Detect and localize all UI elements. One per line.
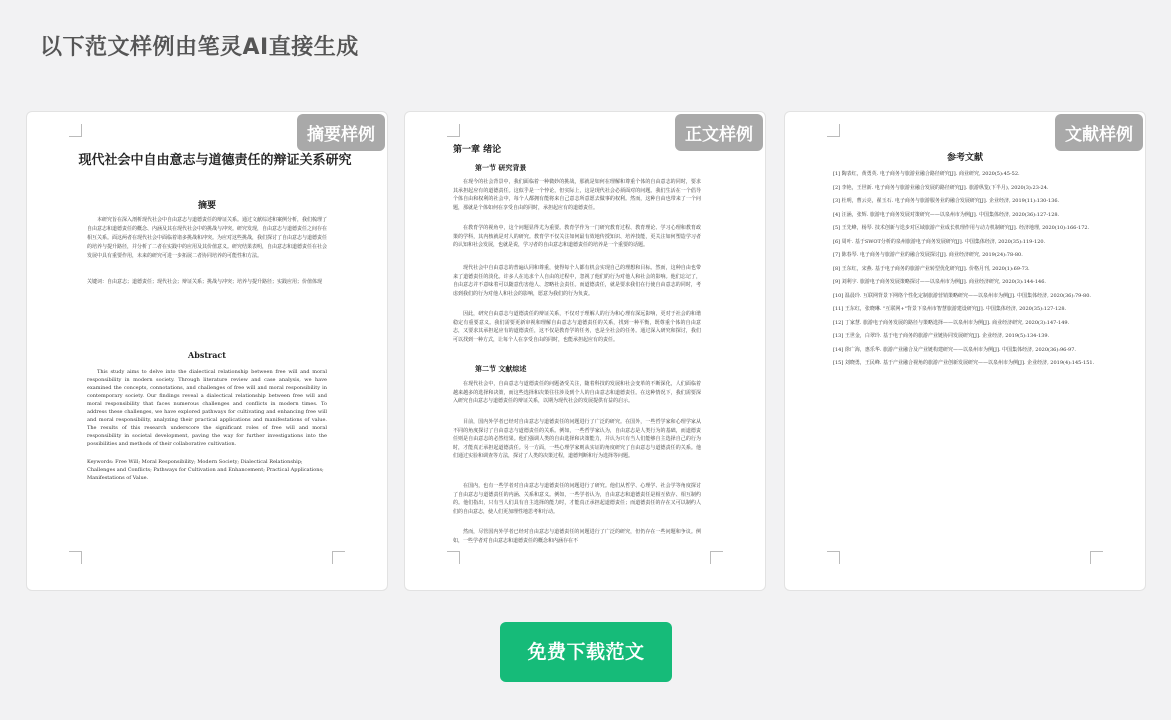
body-paragraph: 然而，尽管国内外学者已经对自由意志与道德责任的问题进行了广泛的研究，但仍存在一些问题和争议。例如，一些学者对自由意志和道德责任的概念和内涵存在不	[453, 529, 701, 544]
abstract-heading-cn: 摘要	[197, 201, 216, 211]
free-download-button[interactable]: 免费下载范文	[500, 622, 672, 682]
crop-mark	[447, 551, 460, 564]
reference-item: [4] 汪涵，张辉. 旅游电子商务发展对策研究——以泉州市为例[J]. 中国集体经济, 2020(36):127-128.	[833, 211, 1060, 218]
abstract-text-cn: 本研究旨在深入剖析现代社会中自由意志与道德责任的辩证关系。通过文献综述和案例分析，我们梳理了自由意志和道德责任的概念、内涵及其在现代社会中的挑战与冲突。研究发现，自由意志与道德责任之间存在相互关系。面这两者在现代社会中面临着诸多挑战和冲突。为应对这些挑战，我们探讨了自由意志与道德责任的培养与提升路径，并分析了二者在实践中的应用及其价值意义。研究结果表明，自由意志和道德责任在社会发展中具有重要作用，未来的研究可进一步拓展二者协同培养的可能性和方法。	[87, 217, 328, 259]
reference-item: [12] 丁家慧. 旅游电子商务发展的路径与策略选择——以泉州市为例[J]. 商业经济研究, 2020(3):147-149.	[833, 319, 1070, 326]
body-paragraph: 在国内，也有一些学者对自由意志与道德责任的问题进行了研究。他们从哲学、心理学、社会学等角度探讨了自由意志与道德责任的内涵、关系和意义。例如，一些学者认为，自由意志和道德责任是相互依存、相互制约的。他们指出，只有当人们具有自主选择的能力时，才能真正承担起道德责任；而道德责任的存在又可以制约人们的自由意志，使人们更加理性地思考和行动。	[453, 483, 701, 515]
crop-mark	[1090, 551, 1103, 564]
reference-item: [1] 陶表红，黄勇英. 电子商务与旅游业融合路径研究[J]. 商业研究, 2020(5):45-52.	[833, 171, 1020, 177]
reference-item: [2] 李艳，王世新. 电子商务与旅游业融合发展的路径研究[J]. 旅游纵览(下半月), 2020(3):23-24.	[833, 184, 1049, 191]
abstract-text-en: This study aims to delve into the dialectical relationship between free will and moral responsibility in modern society. Through literature review and case analysis, we have examined the concepts, connotations, and challenges of free will and moral responsibility in contemporary society. Our findings reveal a dialectical relationship between free will and moral responsibility that faces numerous challenges and conflicts in modern times. To address these challenges, we have explored pathways for cultivating and enhancing free will and moral responsibility, analyzing their practical applications and manifestations of value. The results of this research underscore the significant roles of free will and moral responsibility in societal development, paving the way for further investigations into the possibilities and methods of their collaborative cultivation.	[87, 369, 327, 447]
references-sample-tag: 文献样例	[1055, 114, 1143, 151]
reference-item: [6] 周叶. 基于SWOT分析的泉州旅游电子商务发展研究[J]. 中国集体经济, 2020(35):119-120.	[833, 238, 1046, 245]
chapter-heading: 第一章 绪论	[453, 145, 502, 155]
crop-mark	[827, 124, 840, 137]
reference-list	[825, 170, 1111, 373]
reference-item: [15] 刘晓勇，王民峰. 基于产业融合视角的旅游产业创新发展研究——以泉州市为例[J]. 企业经济, 2019(4):145-151.	[833, 360, 1095, 366]
abstract-sample-card[interactable]	[26, 111, 388, 591]
body-paragraph: 因此，研究自由意志与道德责任的辩证关系，不仅对于理解人的行为和心理有深远影响，更对于社会的和谐稳定有重要意义。我们需要更新审视和理解自由意志与道德责任的关系，找到一种平衡，既尊重个体的自由意志，又要求其承担起应有的道德责任，这不仅是教育学的任务，也是全社会的任务。通过深入研究和探讨，我们可以找到一种方式，让每个人在享受自由的同时，也能承担起应有的责任。	[453, 311, 701, 343]
reference-item: [10] 温晨玲. 互联网背景下网络个性化定制旅游营销策略研究——以泉州市为例[J]. 中国集体经济, 2020(36):79-80.	[833, 292, 1091, 299]
reference-item: [13] 王世金，白翠玲. 基于电子商务的旅游产业链协同发展研究[J]. 企业经济, 2019(5):134-139.	[833, 333, 1050, 339]
body-paragraph: 目前，国内外学者已经对自由意志与道德责任的问题进行了广泛的研究。在国外，一些哲学家和心理学家从不同的角度探讨了自由意志与道德责任的关系。例如，一些哲学家认为，自由意志是人类行为的基础，而道德责任则是自由意志的必然结果。他们强调人类的自由选择和决策能力，并认为只有当人们能够自主选择自己的行为时，才能真正承担起道德责任。另一方面，一些心理学家则从实证的角度研究了自由意志与道德责任的关系。他们通过实验和调查等方法，探讨了人类的决策过程，道德判断和行为选择等问题。	[453, 419, 701, 459]
body-paragraph: 在现代社会中，自由意志与道德责任的问题备受关注，随着科技的发展和社会变革的不断深化，人们面临着越来越多的选择和决策，而这些选择和决策往往涉及到个人的自由意志和道德责任。在这种情况下，我们需要深入研究自由意志与道德责任的辩证关系，以期为现代社会的发展提供有益的启示。	[453, 381, 701, 404]
body-paragraph: 在教育学的视角中，这个问题显得尤为重要。教育学作为一门研究教育过程、教育理论、学习心理和教育政策的学科，其内核就是对人的研究。教育学不仅关注如何最有效地传授知识、培养技能，更关注如何塑造学习者的认知和社会发展，也就是说，学习者的自由意志和道德责任的培养是一个重要的话题。	[453, 225, 701, 248]
crop-mark	[447, 124, 460, 137]
section-heading: 第二节 文献综述	[475, 364, 527, 373]
body-paragraph: 现代社会中自由意志的普遍认同和尊重，使得每个人都有机会实现自己的理想和目标。然而，这种自由也带来了道德责任的淡化。许多人在追求个人自由的过程中，忽视了他们的行为对他人和社会的影响。他们忘记了，自由意志并不意味着可以随意伤害他人、忽略社会责任。而道德责任，就是要求我们在行使自由意志的同时，考虑到我们的行为对他人和社会的影响，愿意为我们的行为负责。	[453, 265, 701, 297]
keywords-cn: 关键词：自由意志；道德责任；现代社会；辩证关系；挑战与冲突；培养与提升路径；实践应用；价值体现	[87, 279, 323, 285]
body-sample-page	[417, 112, 753, 590]
body-sample-tag: 正文样例	[675, 114, 763, 151]
references-sample-card[interactable]	[784, 111, 1146, 591]
reference-item: [11] 王东红，张晓琳. "互联网+"背景下泉州市智慧旅游建设研究[J]. 中国集体经济, 2020(35):127-128.	[833, 306, 1067, 312]
crop-mark	[69, 551, 82, 564]
page-heading: 以下范文样例由笔灵AI直接生成	[40, 35, 359, 60]
section-heading: 第一节 研究背景	[475, 163, 527, 172]
abstract-heading-en: Abstract	[188, 350, 226, 360]
reference-item: [9] 刘利宇. 旅游电子商务发展策略探讨——以泉州市为例[J]. 商业经济研究, 2020(3):144-146.	[833, 279, 1046, 285]
reference-item: [8] 王东红，宋燕. 基于电子商务的旅游产业转型优化研究[J]. 价格月刊, 2020(1):69-73.	[833, 265, 1030, 272]
reference-item: [5] 王先峰，杨琴. 技术创新与迭步对区域旅游产业成长机理作用与动力机制研究[J]. 经济地理, 2020(10):166-172.	[833, 225, 1090, 231]
crop-mark	[69, 124, 82, 137]
references-sample-page	[797, 112, 1133, 590]
abstract-sample-page	[39, 112, 375, 590]
paper-title: 现代社会中自由意志与道德责任的辩证关系研究	[78, 153, 352, 168]
reference-item: [7] 陈春琴. 电子商务与旅游产业的融合发展探讨[J]. 商业经济研究, 2019(24):78-80.	[833, 252, 1023, 258]
reference-item: [3] 杜明，曹云亮，翟玉石. 电子商务与旅游服务业的融合发展研究[J]. 企业经济, 2019(11):130-136.	[833, 198, 1060, 204]
body-paragraph: 在现今的社会背景中，我们面临着一种微妙的挑战，那就是如何在理解和尊重个体的自由意志的同时，要求其承担起应有的道德责任。这似乎是一个悖论，但实际上，这是现代社会必须面对的问题。我们生活在一个倡导个体自由和权利的社会中，每个人都拥有能将来自己意志所意愿去做事的权利。然而，这种自由也带来了一个问题，那就是个体如何在享受自由的同时，承担起应有的道德责任。	[453, 179, 701, 211]
references-heading: 参考文献	[946, 153, 983, 163]
abstract-sample-tag: 摘要样例	[297, 114, 385, 151]
body-sample-card[interactable]	[404, 111, 766, 591]
keywords-en: Keywords: Free Will; Moral Responsibility; Modern Society; Dialectical Relationship; Challenges and Conflicts; Pathways for Cultivation and Enhancement; Practical Applications; Manifestations of Value.	[87, 459, 324, 481]
crop-mark	[332, 551, 345, 564]
reference-item: [14] 徐广海，惠乐华. 旅游产业融合及产业链构建研究——以泉州市为例[J]. 中国集体经济, 2020(36):96-97.	[833, 346, 1076, 353]
crop-mark	[710, 551, 723, 564]
crop-mark	[827, 551, 840, 564]
